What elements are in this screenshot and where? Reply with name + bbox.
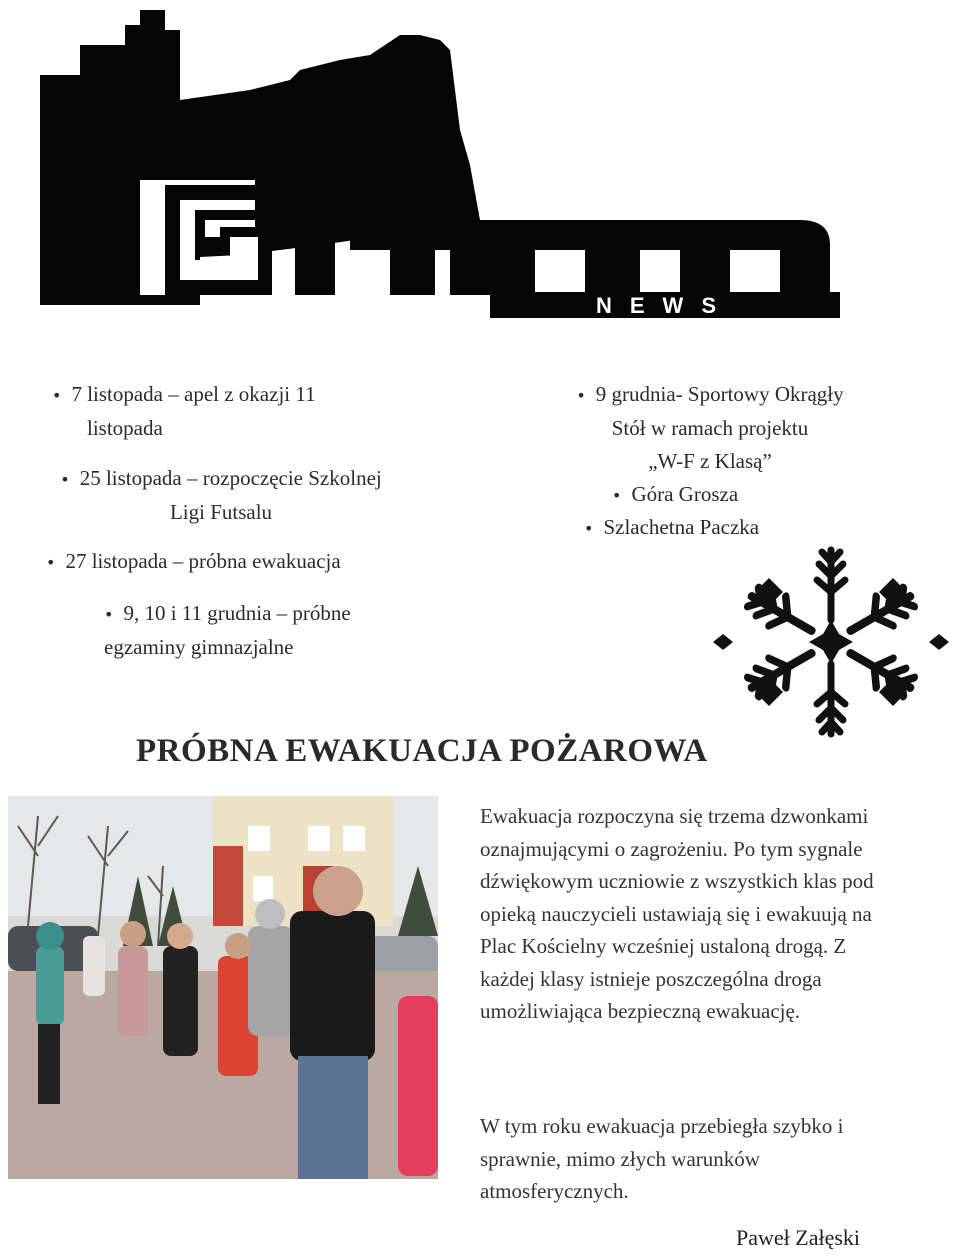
event-text: listopada (87, 416, 163, 440)
bullet-icon: • (612, 486, 622, 505)
event-item (612, 478, 912, 512)
bullet-icon: • (104, 605, 114, 624)
bullet-icon: • (46, 553, 56, 572)
event-text: egzaminy gimnazjalne (104, 635, 294, 659)
bullet-icon: • (52, 386, 62, 405)
event-text: 9 grudnia- Sportowy Okrągły (595, 382, 844, 406)
event-text: Szlachetna Paczka (603, 515, 760, 539)
article-heading: PRÓBNA EWAKUACJA POŻAROWA (136, 733, 708, 769)
bullet-icon: • (584, 519, 594, 538)
event-item (52, 378, 412, 445)
castle-silhouette-icon (40, 5, 842, 320)
bullet-icon: • (60, 470, 70, 489)
event-item (104, 597, 424, 664)
event-text: 27 listopada – próbna ewakuacja (65, 549, 341, 573)
event-text: Góra Grosza (631, 482, 739, 506)
event-item (26, 462, 416, 529)
article-author: Paweł Załęski (736, 1225, 861, 1250)
article-paragraph: Ewakuacja rozpoczyna się trzema dzwonkami oznajmującymi o zagrożeniu. Po tym sygnale dźwiękowym uczniowie z wszystkich klas pod opieką nauczycieli ustawiają się i ewakuują na Plac Kościelny wcześniej ustaloną drogą. Z każdej klasy istnieje poszczególna droga umożliwiająca bezpieczną ewakuację. (480, 804, 874, 1023)
article-paragraph: W tym roku ewakuacja przebiegła szybko i sprawnie, mimo złych warunków atmosferycznych. (480, 1114, 844, 1203)
event-text: „W-F z Klasą” (648, 449, 772, 473)
gim-news-logo (40, 5, 842, 320)
event-text: Ligi Futsalu (169, 500, 273, 524)
event-text: Stół w ramach projektu (611, 416, 809, 440)
event-text: 9, 10 i 11 grudnia – próbne (123, 601, 351, 625)
evacuation-photo (8, 796, 438, 1179)
snowflake-icon (704, 540, 958, 745)
event-item (530, 378, 890, 478)
event-text: 7 listopada – apel z okazji 11 (71, 382, 316, 406)
event-text: 25 listopada – rozpoczęcie Szkolnej (79, 466, 382, 490)
bullet-icon: • (576, 386, 586, 405)
event-item (46, 545, 406, 579)
svg-text:NEWS: NEWS (596, 293, 734, 318)
